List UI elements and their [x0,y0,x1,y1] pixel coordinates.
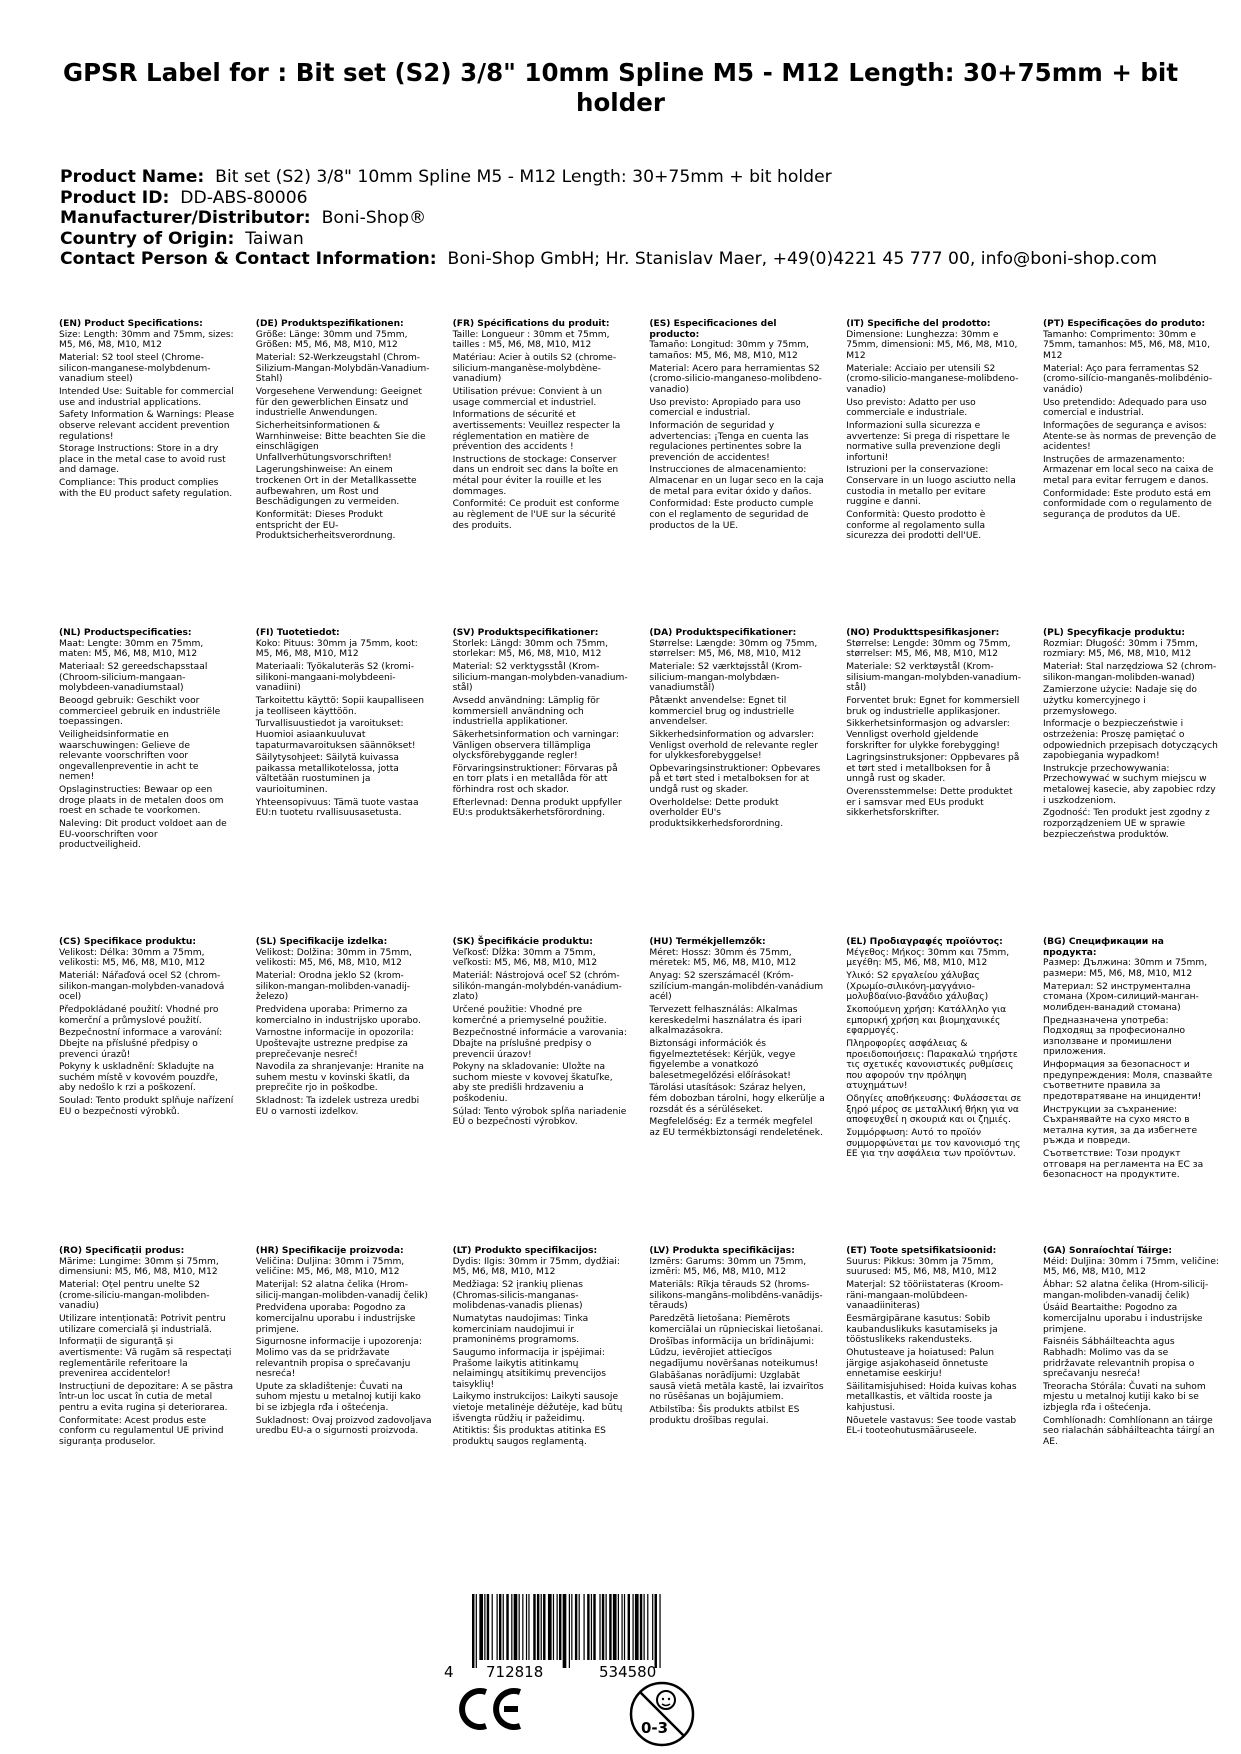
spec-block [846,628,1022,821]
barcode-bar [587,1594,589,1660]
spec-block [649,937,825,1141]
spec-heading: (EL) Προδιαγραφές προϊόντος: [846,937,1003,947]
spec-heading: (FI) Tuotetiedot: [255,628,340,638]
spec-block [256,937,432,1120]
barcode-bar [492,1594,493,1660]
spec-paragraph: Sicherheitsinformationen & Warnhinweise: Bitte beachten Sie die einschlägigen Unfallverhütungsvorschriften! [255,420,426,463]
spec-paragraph: Biztonsági információk és figyelmeztetések: Kérjük, vegye figyelembe a vonatkozó balesetmegelőzési előírásokat! [649,1038,796,1081]
info-label: Manufacturer/Distributor: [60,208,311,228]
spec-paragraph: Utilisation prévue: Convient à un usage commercial et industriel. [452,386,603,408]
contact-row [60,249,1210,270]
spec-paragraph: Určené použitie: Vhodné pre komerčné a priemyselné použitie. [452,1004,607,1026]
barcode-bar [579,1594,580,1660]
barcode-bar [557,1594,558,1660]
spec-paragraph: Naleving: Dit product voldoet aan de EU-voorschriften voor productveiligheid. [59,819,227,851]
spec-paragraph: Overensstemmelse: Dette produktet er i samsvar med EUs produkt sikkerhetsforskrifter. [846,787,1013,819]
spec-paragraph: Størrelse: Længde: 30mm og 75mm, størrelser: M5, M6, M8, M10, M12 [649,638,818,660]
spec-heading: (SV) Produktspecifikationer: [452,628,599,638]
spec-paragraph: Velikost: Délka: 30mm a 75mm, velikosti: M5, M6, M8, M10, M12 [59,947,206,969]
barcode-bar [553,1594,554,1660]
spec-paragraph: Sikkerhetsinformasjon og advarsler: Vennligst overhold gjeldende forskrifter for ulykke forebygging! [846,719,1010,751]
spec-paragraph: Säilitamisjuhised: Hoida kuivas kohas metallkastis, et vältida rooste ja kahjustusi. [846,1381,1017,1414]
spec-paragraph: Tervezett felhasználás: Alkalmas kereskedelmi használatra és ipari alkalmazásokra. [649,1004,802,1037]
spec-paragraph: Conformidade: Este produto está em conformidade com o regulamento de segurança de produtos da UE. [1043,488,1212,521]
spec-paragraph: Materiale: Acciaio per utensili S2 (cromo-silicio-manganese-molibdeno-vanadio) [846,363,1019,395]
spec-paragraph: Material: Orodna jeklo S2 (krom-silikon-mangan-molibden-vanadij-železo) [255,970,411,1003]
spec-paragraph: Materjal: S2 tööriistateras (Kroom-räni-mangaan-molübdeen-vanaadiiniteras) [846,1279,1004,1312]
spec-paragraph: Conformité: Ce produit est conforme au règlement de l'UE sur la sécurité des produits. [452,499,620,531]
spec-heading: (ET) Toote spetsifikatsioonid: [846,1246,997,1256]
barcode-bar [519,1594,520,1660]
spec-heading: (SL) Specifikacije izdelka: [255,937,388,947]
spec-paragraph: Forventet bruk: Egnet for kommersiell bruk og industrielle applikasjoner. [846,695,1020,717]
spec-paragraph: Instrukcje przechowywania: Przechowywać w suchym miejscu w metalowej kasecie, aby zapobiec rdzy i uszkodzeniom. [1043,763,1216,806]
spec-heading: (DA) Produktspecifikationer: [649,628,797,638]
spec-paragraph: Koko: Pituus: 30mm ja 75mm, koot: M5, M6, M8, M10, M12 [255,638,418,660]
barcode-bar [528,1594,529,1660]
spec-paragraph: Upute za skladištenje: Čuvati na suhom mjestu u metalnoj kutiji kako bi se izbjegla rđa i oštećenja. [255,1381,421,1414]
spec-block [1043,319,1219,523]
spec-paragraph: Soulad: Tento produkt splňuje nařízení EU o bezpečnosti výrobků. [59,1096,234,1117]
spec-paragraph: Tamanho: Comprimento: 30mm e 75mm, tamanhos: M5, M6, M8, M10, M12 [1043,329,1210,361]
barcode-bar [514,1594,518,1660]
barcode-bar [652,1594,653,1660]
barcode-bar [533,1594,535,1660]
spec-paragraph: Efterlevnad: Denna produkt uppfyller EU:s produktsäkerhetsförordning. [452,797,622,819]
spec-block [1043,628,1219,842]
age-label: 0-3 [641,1719,669,1737]
barcode-bar [522,1594,523,1660]
spec-paragraph: Veiligheidsinformatie en waarschuwingen: Gelieve de relevante voorschriften voor ongevallenpreventie in acht te nemen! [59,729,199,783]
spec-paragraph: Yhteensopivuus: Tämä tuote vastaa EU:n tuotetu rvallisuusasetusta. [255,797,419,819]
spec-paragraph: Información de seguridad y advertencias: ¡Tenga en cuenta las regulaciones pertinentes sobre la prevención de accidentes! [649,420,809,463]
info-value: Boni-Shop® [321,208,427,228]
product-info [60,167,1210,270]
barcode-bar [659,1594,660,1668]
spec-paragraph: Overholdelse: Dette produkt overholder EU's produktsikkerhedsforordning. [649,797,784,830]
spec-paragraph: Storage Instructions: Store in a dry place in the metal case to avoid rust and damage. [59,444,226,476]
spec-paragraph: Materiál: Nástrojová oceľ S2 (chróm-silikón-mangán-molybdén-vanádium-zlato) [452,970,622,1003]
spec-block [453,937,629,1130]
product-name-row [60,167,1210,188]
spec-heading: (FR) Spécifications du produit: [452,319,610,329]
barcode-bar [591,1594,592,1660]
barcode-bar [543,1594,545,1660]
spec-paragraph: Материал: S2 инструментална стомана (Хром-силиций-манган-молибден-ванадий стомана) [1043,981,1199,1013]
spec-paragraph: Förvaringsinstruktioner: Förvaras på en torr plats i en metallåda för att förhindra rost och skador. [452,763,618,796]
spec-block [59,628,235,853]
spec-paragraph: Matériau: Acier à outils S2 (chrome-silicium-manganèse-molybdène-vanadium) [452,352,617,385]
info-label: Product Name: [60,167,205,187]
spec-paragraph: Turvallisuustiedot ja varoitukset: Huomioi asiaankuuluvat tapaturmavaroituksen säännökset! [255,719,416,751]
spec-paragraph: Varnostne informacije in opozorila: Upoštevajte ustrezne predpise za preprečevanje nesreč! [255,1028,414,1060]
spec-paragraph: Treoracha Stórála: Čuvati na suhom mjestu u metalnoj kutiji kako bi se izbjegla rđa i oštećenja. [1043,1381,1206,1414]
spec-paragraph: Predvidena uporaba: Primerno za komercialno in industrijsko uporabo. [255,1004,421,1026]
info-value: Taiwan [245,228,304,249]
spec-heading: (EN) Product Specifications: [59,319,203,329]
spec-paragraph: Conformidad: Este producto cumple con el reglamento de seguridad de productos de la UE. [649,499,814,531]
spec-paragraph: Paredzētā lietošana: Piemērots komerciālai un rūpnieciskai lietošanai. [649,1313,824,1335]
barcode-bar [621,1594,622,1660]
barcode-bar [476,1594,477,1668]
info-label: Contact Person & Contact Information: [60,249,437,269]
spec-paragraph: Informații de siguranță și avertismente: Vă rugăm să respectați reglementările referitoare la prevenirea accidentelor! [59,1337,232,1380]
info-label: Product ID: [60,187,170,208]
spec-paragraph: Material: S2-Werkzeugstahl (Chrom-Silizium-Mangan-Molybdän-Vanadium-Stahl) [255,352,430,385]
spec-paragraph: Μέγεθος: Μήκος: 30mm και 75mm, μεγέθη: M5, M6, M8, M10, M12 [846,947,1010,969]
barcode-bar [497,1594,498,1660]
barcode-bar [599,1594,600,1660]
spec-paragraph: Úsáid Beartaithe: Pogodno za komercijalnu uporabu i industrijske primjene. [1043,1303,1203,1335]
product-id-row [60,188,1210,209]
spec-heading: (BG) Спецификации на продукта: [1043,937,1164,958]
spec-paragraph: Izmērs: Garums: 30mm un 75mm, izmēri: M5, M6, M8, M10, M12 [649,1256,807,1278]
spec-block [256,628,432,821]
spec-paragraph: Dydis: Ilgis: 30mm ir 75mm, dydžiai: M5, M6, M8, M10, M12 [452,1256,620,1278]
spec-paragraph: Pokyny na skladovanie: Uložte na suchom mieste v kovovej škatuľke, aby ste predišli hrdzaveniu a poškodeniu. [452,1062,613,1105]
barcode-bar [609,1594,611,1660]
barcode-bar [559,1594,561,1660]
spec-paragraph: Atbilstība: Šis produkts atbilst ES produktu drošības regulai. [649,1405,800,1426]
barcode-bar [484,1594,485,1660]
spec-paragraph: Compliance: This product complies with the EU product safety regulation. [59,478,233,499]
spec-paragraph: Size: Length: 30mm and 75mm, sizes: M5, M6, M8, M10, M12 [59,329,234,351]
spec-heading: (SK) Špecifikácie produktu: [452,937,593,947]
spec-block [59,937,235,1120]
spec-paragraph: Súlad: Tento výrobok spĺňa nariadenie EÚ o bezpečnosti výrobkov. [452,1106,627,1128]
spec-paragraph: Drošības informācija un brīdinājumi: Lūdzu, ievērojiet attiecīgos negadījumu novēršanas noteikumus! [649,1337,819,1369]
spec-paragraph: Materiale: S2 verktøystål (Krom-silisium-mangan-molybden-vanadium-stål) [846,661,1022,694]
spec-paragraph: Bezpečnostné informácie a varovania: Dbajte na príslušné predpisy o prevencii úrazov! [452,1028,627,1060]
spec-block [649,319,825,533]
spec-paragraph: Istruzioni per la conservazione: Conservare in un luogo asciutto nella custodia in metallo per evitare ruggine e danni. [846,465,1016,508]
barcode-bar [644,1594,645,1660]
barcode-bar [548,1594,552,1660]
barcode-bar [499,1594,501,1660]
barcode-bar [526,1594,527,1660]
page-title: GPSR Label for : Bit set (S2) 3/8" 10mm Spline M5 - M12 Length: 30+75mm + bit holder [62,58,1179,117]
spec-paragraph: Pokyny k uskladnění: Skladujte na suchém místě v kovovém pouzdře, aby nedošlo k rzi a poškození. [59,1062,218,1094]
spec-paragraph: Zamierzone użycie: Nadaje się do użytku komercyjnego i przemysłowego. [1043,685,1197,717]
barcode-bar [602,1594,604,1660]
spec-heading: (ES) Especificaciones del producto: [649,319,777,340]
info-label: Country of Origin: [60,228,235,249]
spec-paragraph: Zgodność: Ten produkt jest zgodny z rozporządzeniem UE w sprawie bezpieczeństwa produktów. [1043,808,1210,840]
spec-block [256,1246,432,1439]
spec-block [59,319,235,502]
barcode-bar [541,1594,542,1660]
spec-paragraph: Maat: Lengte: 30mm en 75mm, maten: M5, M6, M8, M10, M12 [59,638,204,660]
spec-block [846,319,1022,544]
spec-paragraph: Intended Use: Suitable for commercial use and industrial applications. [59,386,234,408]
spec-heading: (IT) Specifiche del prodotto: [846,319,991,329]
spec-paragraph: Predviđena uporaba: Pogodno za komercijalnu uporabu i industrijske primjene. [255,1303,416,1335]
barcode-bar [479,1594,483,1660]
spec-block [59,1246,235,1450]
spec-paragraph: Υλικό: S2 εργαλείου χάλυβας (Χρωμίο-σιλικόνη-μαγγάνιο-μολυβδαίνιο-βανάδιο χάλυβας) [846,970,989,1003]
spec-paragraph: Инструкции за съхранение: Съхранявайте на сухо място в метална кутия, за да избегнете ръжда и повреди. [1043,1104,1198,1147]
spec-paragraph: Instruções de armazenamento: Armazenar em local seco na caixa de metal para evitar ferrugem e danos. [1043,454,1214,487]
spec-paragraph: Skladnost: Ta izdelek ustreza uredbi EU o varnosti izdelkov. [255,1096,420,1117]
spec-paragraph: Sukladnost: Ovaj proizvod zadovoljava uredbu EU-a o sigurnosti proizvoda. [255,1415,432,1437]
spec-paragraph: Dimensione: Lunghezza: 30mm e 75mm, dimensioni: M5, M6, M8, M10, M12 [846,329,1018,361]
spec-heading: (RO) Specificații produs: [59,1246,185,1256]
spec-block [846,937,1022,1162]
spec-paragraph: Material: Aço para ferramentas S2 (cromo-silício-manganês-molibdénio-vanádio) [1043,363,1213,395]
spec-heading: (GA) Sonraíochtaí Táirge: [1043,1246,1172,1256]
spec-paragraph: Veľkosť: Dĺžka: 30mm a 75mm, veľkosti: M5, M6, M8, M10, M12 [452,947,598,969]
spec-paragraph: Navodila za shranjevanje: Hranite na suhem mestu v kovinski škatli, da preprečite rjo in poškodbe. [255,1062,424,1094]
barcode-bar [503,1594,504,1660]
spec-paragraph: Ábhar: S2 alatna čelika (Hrom-silicij-mangan-molibden-vanadij čelik) [1043,1279,1209,1301]
spec-paragraph: Påtænkt anvendelse: Egnet til kommerciel brug og industrielle anvendelser. [649,695,795,728]
spec-paragraph: Размер: Дължина: 30mm и 75mm, размери: M5, M6, M8, M10, M12 [1043,958,1208,979]
info-value: Bit set (S2) 3/8" 10mm Spline M5 - M12 Length: 30+75mm + bit holder [215,167,832,187]
spec-paragraph: Tárolási utasítások: Száraz helyen, fém dobozban tárolni, hogy elkerülje a rozsdát és a sérüléseket. [649,1083,825,1115]
barcode-bar [628,1594,630,1660]
spec-paragraph: Conformitate: Acest produs este conform cu regulamentul UE privind siguranța produselor. [59,1415,224,1448]
spec-paragraph: Σκοπούμενη χρήση: Κατάλληλο για εμπορική χρήση και βιομηχανικές εφαρμογές. [846,1004,1007,1037]
barcode-bar [640,1594,642,1660]
spec-paragraph: Uso previsto: Adatto per uso commerciale e industriale. [846,397,976,419]
spec-paragraph: Material: S2 verktygsstål (Krom-silicium-mangan-molybden-vanadium-stål) [452,661,628,694]
barcode-bar [472,1594,474,1668]
spec-heading: (HU) Termékjellemzők: [649,937,766,947]
spec-paragraph: Informazioni sulla sicurezza e avvertenze: Si prega di rispettare le normative sulla prevenzione degli infortuni! [846,420,1010,463]
spec-paragraph: Méid: Duljina: 30mm i 75mm, veličine: M5, M6, M8, M10, M12 [1043,1256,1219,1278]
spec-paragraph: Storlek: Längd: 30mm och 75mm, storlekar: M5, M6, M8, M10, M12 [452,638,609,660]
spec-paragraph: Materiāls: Rīkja tērauds S2 (hroms-silikons-mangāns-molibdēns-vanādijs-tērauds) [649,1279,823,1312]
barcode-bar [569,1594,570,1668]
spec-paragraph: Информация за безопасност и предупреждения: Моля, спазвайте съответните правила за предотвратяване на инциденти! [1043,1060,1213,1102]
spec-paragraph: Medžiaga: S2 įrankių plienas (Chromas-silicis-manganas-molibdenas-vanadis plienas) [452,1279,583,1312]
barcode-digits-3: 534580 [599,1663,657,1681]
spec-paragraph: Atitiktis: Šis produktas atitinka ES produktų saugos reglamentą. [452,1426,606,1448]
spec-paragraph: Συμμόρφωση: Αυτό το προϊόν συμμορφώνεται με τον κανονισμό της ΕΕ για την ασφάλεια των προϊόντων. [846,1128,1021,1160]
spec-paragraph: Tamaño: Longitud: 30mm y 75mm, tamaños: M5, M6, M8, M10, M12 [649,340,809,361]
spec-heading: (NO) Produkttspesifikasjoner: [846,628,1000,638]
spec-heading: (CS) Specifikace produktu: [59,937,196,947]
spec-block [1043,1246,1219,1450]
spec-paragraph: Uso previsto: Apropiado para uso comercial e industrial. [649,397,801,419]
spec-block [649,1246,825,1429]
spec-heading: (DE) Produktspezifikationen: [255,319,404,329]
spec-heading: (PT) Especificações do produto: [1043,319,1206,329]
spec-paragraph: Předpokládané použití: Vhodné pro komerční a průmyslové použití. [59,1004,219,1026]
spec-paragraph: Instrucciones de almacenamiento: Almacenar en un lugar seco en la caja de metal para evitar óxido y daños. [649,465,824,497]
spec-paragraph: Materiaali: Työkaluteräs S2 (kromi-silikoni-mangaani-molybdeeni-vanadiini) [255,661,414,694]
spec-paragraph: Faisnéis Sábháilteachta agus Rabhadh: Molimo vas da se pridržavate relevantnih propisa o sprečavanju nesreća! [1043,1337,1195,1380]
info-value: Boni-Shop GmbH; Hr. Stanislav Maer, +49(0)4221 45 777 00, info@boni-shop.com [447,249,1157,269]
spec-paragraph: Numatytas naudojimas: Tinka komerciniam naudojimui ir pramoninėms programoms. [452,1313,589,1346]
spec-paragraph: Materijal: S2 alatna čelika (Hrom-silicij-mangan-molibden-vanadij čelik) [255,1279,428,1301]
barcode-bar [655,1594,657,1668]
barcode [444,1594,744,1684]
spec-paragraph: Utilizare intenționată: Potrivit pentru utilizare comercială și industrială. [59,1313,226,1335]
spec-paragraph: Glabāšanas norādījumi: Uzglabāt sausā vietā metāla kastē, lai izvairītos no rūsēšanas un bojājumiem. [649,1371,824,1403]
spec-paragraph: Safety Information & Warnings: Please observe relevant accident prevention regulations! [59,410,235,442]
spec-paragraph: Opslaginstructies: Bewaar op een droge plaats in de metalen doos om roest en schade te voorkomen. [59,785,224,817]
barcode-bar [635,1594,639,1660]
spec-paragraph: Materiale: S2 værktøjsstål (Krom-silicium-mangan-molybdæn-vanadiumstål) [649,661,803,694]
spec-paragraph: Comhlíonadh: Comhlíonann an táirge seo rialachán sábháilteachta táirgí an AE. [1043,1415,1215,1448]
info-value: DD-ABS-80006 [180,187,308,208]
spec-paragraph: Informações de segurança e avisos: Atente-se às normas de prevenção de acidentes! [1043,420,1217,453]
barcode-bar [511,1594,512,1660]
spec-paragraph: Πληροφορίες ασφάλειας & προειδοποιήσεις: Παρακαλώ τηρήστε τις σχετικές κανονιστικές ρυθμίσεις που αφορούν την πρόληψη ατυχημάτων! [846,1038,1018,1092]
barcode-bar [537,1594,539,1660]
spec-paragraph: Opbevaringsinstruktioner: Opbevares på et tørt sted i metalboksen for at undgå rust og skader. [649,763,821,796]
spec-paragraph: Bezpečnostní informace a varování: Dbejte na příslušné předpisy o prevenci úrazů! [59,1028,223,1060]
spec-paragraph: Suurus: Pikkus: 30mm ja 75mm, suurused: M5, M6, M8, M10, M12 [846,1256,997,1278]
spec-paragraph: Méret: Hossz: 30mm és 75mm, méretek: M5, M6, M8, M10, M12 [649,947,797,969]
spec-paragraph: Laikymo instrukcijos: Laikyti sausoje vietoje metalinėje dėžutėje, kad būtų išvengta rūdžių ir pažeidimų. [452,1392,623,1424]
spec-paragraph: Sikkerhedsinformation og advarsler: Venligst overhold de relevante regler for ulykkesforebyggelse! [649,729,818,762]
spec-paragraph: Beoogd gebruik: Geschikt voor commercieel gebruik en industriële toepassingen. [59,695,221,728]
spec-paragraph: Съответствие: Този продукт отговаря на регламента на ЕС за безопасност на продуктите. [1043,1149,1204,1181]
spec-paragraph: Größe: Länge: 30mm und 75mm, Größen: M5, M6, M8, M10, M12 [255,329,408,351]
spec-paragraph: Velikost: Dolžina: 30mm in 75mm, velikosti: M5, M6, M8, M10, M12 [255,947,412,969]
spec-paragraph: Material: Oțel pentru unelte S2 (crome-siliciu-mangan-molibden-vanadiu) [59,1279,210,1312]
spec-paragraph: Lagringsinstruksjoner: Oppbevares på et tørt sted i metallboksen for å unngå rust og skader. [846,753,1020,785]
spec-block [1043,937,1219,1183]
barcode-digits-2: 712818 [486,1663,544,1681]
spec-paragraph: Nõuetele vastavus: See toode vastab EL-i tooteohutusmääruseele. [846,1415,1017,1437]
spec-block [649,628,825,832]
spec-paragraph: Informacje o bezpieczeństwie i ostrzeżenia: Proszę pamiętać o odpowiednich przepisach dotyczących zapobiegania wypadkom! [1043,719,1218,762]
barcode-bar [487,1594,489,1660]
spec-paragraph: Instrucțiuni de depozitare: A se păstra într-un loc uscat în cutia de metal pentru a evita rugina și deteriorarea. [59,1381,234,1414]
spec-paragraph: Konformität: Dieses Produkt entspricht der EU-Produktsicherheitsverordnung. [255,510,396,542]
spec-block [453,628,629,821]
spec-paragraph: Ohutusteave ja hoiatused: Palun järgige asjakohaseid õnnetuste ennetamise eeskirju! [846,1347,995,1380]
spec-paragraph: Instructions de stockage: Conserver dans un endroit sec dans la boîte en métal pour éviter la rouille et les dommages. [452,454,619,497]
barcode-bar [593,1594,595,1660]
barcode-bar [606,1594,607,1660]
spec-paragraph: Lagerungshinweise: An einem trockenen Ort in der Metallkassette aufbewahren, um Rost und Beschädigungen zu vermeiden. [255,465,417,508]
spec-paragraph: Uso pretendido: Adequado para uso comercial e industrial. [1043,397,1207,419]
country-row [60,229,1210,250]
spec-paragraph: Mărime: Lungime: 30mm și 75mm, dimensiuni: M5, M6, M8, M10, M12 [59,1256,219,1278]
spec-heading: (LV) Produkta specifikācijas: [649,1246,795,1256]
spec-paragraph: Materiál: Nářaďová ocel S2 (chrom-silikon-mangan-molybden-vanadová ocel) [59,970,225,1003]
spec-paragraph: Anyag: S2 szerszámacél (Króm-szilícium-mangán-molibdén-vanádium acél) [649,970,824,1003]
spec-block [453,319,629,533]
spec-paragraph: Materiał: Stal narzędziowa S2 (chrom-silikon-mangan-molibden-wanad) [1043,661,1217,683]
spec-paragraph: Предназначена употреба: Подходящ за професионално използване и промишлени приложения. [1043,1015,1186,1058]
spec-heading: (HR) Specifikacije proizvoda: [255,1246,404,1256]
manufacturer-row [60,208,1210,229]
spec-paragraph: Οδηγίες αποθήκευσης: Φυλάσσεται σε ξηρό μέρος σε μεταλλική θήκη για να αποφευχθεί η σκουριά και οι ζημιές. [846,1094,1022,1126]
age-warning-0-3-icon [628,1680,696,1748]
spec-block [453,1246,629,1450]
spec-paragraph: Vorgesehene Verwendung: Geeignet für den gewerblichen Einsatz und industrielle Anwendungen. [255,386,422,419]
barcode-bar [583,1594,584,1660]
barcode-bar [632,1594,633,1660]
spec-paragraph: Megfelelőség: Ez a termék megfelel az EU termékbiztonsági rendeletének. [649,1117,823,1139]
spec-paragraph: Material: S2 tool steel (Chrome-silicon-manganese-molybdenum-vanadium steel) [59,352,211,385]
barcode-bar [575,1594,577,1660]
spec-paragraph: Størrelse: Lengde: 30mm og 75mm, størrelser: M5, M6, M8, M10, M12 [846,638,1011,660]
spec-paragraph: Rozmiar: Długość: 30mm i 75mm, rozmiary: M5, M6, M8, M10, M12 [1043,638,1198,660]
barcode-bar [618,1594,619,1660]
spec-paragraph: Säkerhetsinformation och varningar: Vänligen observera tillämpliga olycksförebyggande regler! [452,729,619,762]
spec-paragraph: Taille: Longueur : 30mm et 75mm, tailles : M5, M6, M8, M10, M12 [452,329,610,351]
spec-block [256,319,432,544]
spec-paragraph: Avsedd användning: Lämplig för kommersiell användning och industriella applikationer. [452,695,600,728]
spec-heading: (NL) Productspecificaties: [59,628,192,638]
spec-heading: (PL) Specyfikacje produktu: [1043,628,1185,638]
spec-paragraph: Tarkoitettu käyttö: Sopii kaupalliseen ja teolliseen käyttöön. [255,695,424,717]
spec-paragraph: Sigurnosne informacije i upozorenja: Molimo vas da se pridržavate relevantnih propisa o sprečavanju nesreća! [255,1337,423,1380]
barcode-bar [647,1594,648,1660]
barcode-bar [571,1594,572,1660]
barcode-bar [624,1594,625,1660]
spec-paragraph: Material: Acero para herramientas S2 (cromo-silicio-manganeso-molibdeno-vanadio) [649,363,822,395]
barcode-digits-1: 4 [444,1663,454,1681]
spec-paragraph: Saugumo informacija ir įspėjimai: Prašome laikytis atitinkamų nelaimingų atsitikimų prevencijos taisyklių! [452,1347,606,1390]
spec-paragraph: Conformità: Questo prodotto è conforme al regolamento sulla sicurezza dei prodotti dell'UE. [846,510,986,542]
ce-mark-icon [458,1686,524,1732]
spec-paragraph: Materiaal: S2 gereedschapsstaal (Chroom-silicium-mangaan-molybdeen-vanadiumstaal) [59,661,208,694]
spec-block [846,1246,1022,1439]
barcode-bar [506,1594,508,1660]
barcode-bar [613,1594,617,1660]
spec-paragraph: Veličina: Duljina: 30mm i 75mm, veličine: M5, M6, M8, M10, M12 [255,1256,405,1278]
spec-paragraph: Informations de sécurité et avertissements: Veuillez respecter la réglementation en matière de prévention des accidents ! [452,410,621,453]
spec-paragraph: Eesmärgipärane kasutus: Sobib kaubanduslikuks kasutamiseks ja tööstuslikeks rakendusteks. [846,1313,998,1346]
spec-paragraph: Säilytysohjeet: Säilytä kuivassa paikassa metallikotelossa, jotta vältetään ruostuminen ja vaurioituminen. [255,753,399,796]
spec-heading: (LT) Produkto specifikacijos: [452,1246,598,1256]
barcode-bar [563,1594,567,1668]
